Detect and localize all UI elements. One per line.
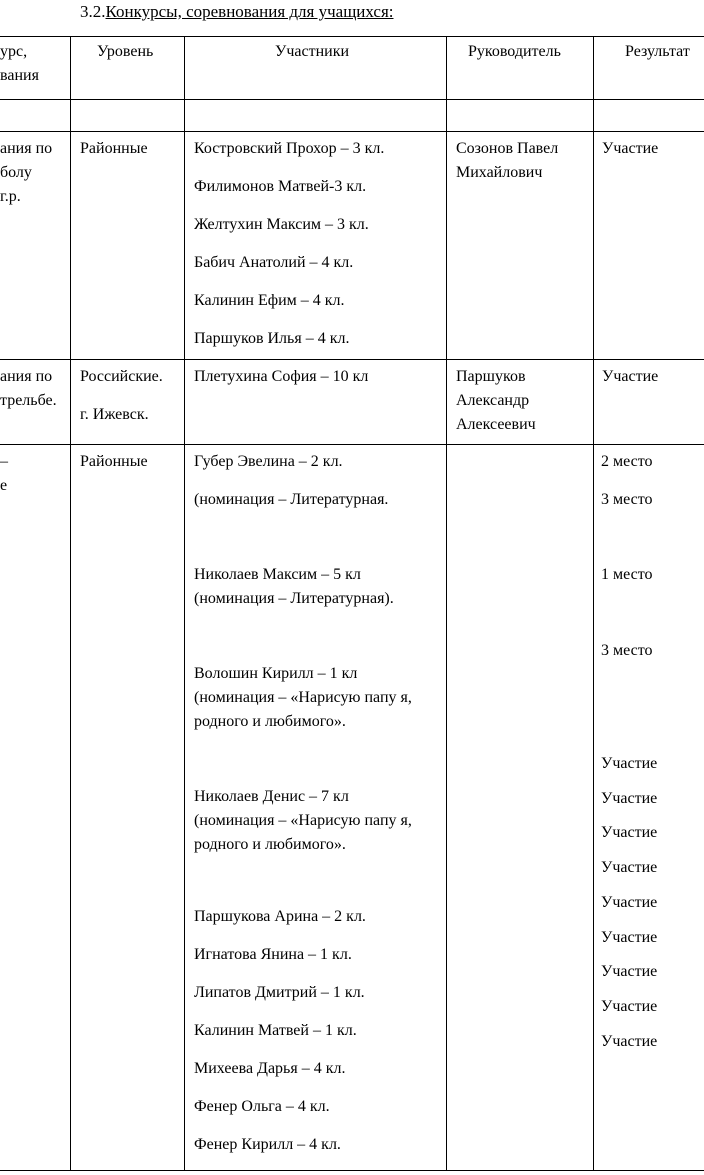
participant: Бабич Анатолий – 4 кл. — [194, 254, 354, 271]
participant: Калинин Ефим – 4 кл. — [194, 292, 345, 309]
row-result: 1 место — [601, 566, 653, 583]
row-level: Российские. — [80, 368, 163, 385]
row-result: Участие — [601, 755, 658, 772]
section-number: 3.2. — [80, 2, 106, 21]
participant: (номинация – «Нарисую папу я, — [194, 812, 412, 829]
row-level: г. Ижевск. — [80, 406, 149, 423]
row-name-line: – — [0, 453, 8, 470]
row-result: Участие — [601, 998, 658, 1015]
participant: Фенер Кирилл – 4 кл. — [194, 1136, 341, 1153]
row-name-line: ания по — [0, 368, 53, 385]
participant: (номинация – Литературная). — [194, 590, 394, 607]
row-result: Участие — [601, 963, 658, 980]
table-border-bottom — [0, 1170, 704, 1171]
participant: Волошин Кирилл – 1 кл — [194, 665, 358, 682]
row-result: Участие — [601, 790, 658, 807]
header-result: Результат — [625, 43, 690, 60]
participant: родного и любимого». — [194, 836, 346, 853]
column-divider — [184, 36, 185, 1171]
header-name-line2: вания — [0, 67, 39, 84]
participant: Плетухина София – 10 кл — [194, 368, 369, 385]
participant: (номинация – Литературная. — [194, 491, 389, 508]
table-divider — [0, 99, 704, 100]
participant: Костровский Прохор – 3 кл. — [194, 140, 385, 157]
row-result: 2 место — [601, 453, 653, 470]
table-divider — [0, 359, 704, 360]
row-result: Участие — [601, 1033, 658, 1050]
row-result: 3 место — [601, 642, 653, 659]
section-heading — [80, 2, 394, 22]
row-level: Районные — [80, 453, 148, 470]
participant: Филимонов Матвей-3 кл. — [194, 178, 367, 195]
row-result: Участие — [601, 859, 658, 876]
participant: родного и любимого». — [194, 713, 346, 730]
participant: Николаев Денис – 7 кл — [194, 788, 349, 805]
row-leader-line: Паршуков — [456, 368, 526, 385]
row-leader-line: Созонов Павел — [456, 140, 559, 157]
row-result: Участие — [601, 894, 658, 911]
row-name-line: е — [0, 477, 8, 494]
column-divider — [593, 36, 594, 1171]
row-leader-line: Михайлович — [456, 164, 543, 181]
row-name-line: болу — [0, 164, 32, 181]
participant: Паршукова Арина – 2 кл. — [194, 908, 366, 925]
participant: Калинин Матвей – 1 кл. — [194, 1022, 357, 1039]
row-name-line: ания по — [0, 140, 53, 157]
table-divider — [0, 131, 704, 132]
row-result: Участие — [601, 824, 658, 841]
row-result: Участие — [601, 929, 658, 946]
participant: Губер Эвелина – 2 кл. — [194, 453, 343, 470]
row-name-line: трельбе. — [0, 392, 57, 409]
header-leader: Руководитель — [468, 43, 561, 60]
column-divider — [446, 36, 447, 1171]
row-result: Участие — [602, 368, 659, 385]
participant: Игнатова Янина – 1 кл. — [194, 946, 352, 963]
row-name-line: г.р. — [0, 188, 21, 205]
participant: Николаев Максим – 5 кл — [194, 566, 361, 583]
participant: Липатов Дмитрий – 1 кл. — [194, 984, 365, 1001]
header-participants: Участники — [275, 43, 350, 60]
participant: Фенер Ольга – 4 кл. — [194, 1098, 330, 1115]
header-level: Уровень — [97, 43, 154, 60]
header-name-line1: урс, — [0, 43, 28, 60]
participant: Михеева Дарья – 4 кл. — [194, 1060, 346, 1077]
table-divider — [0, 444, 704, 445]
row-result: 3 место — [601, 491, 653, 508]
participant: (номинация – «Нарисую папу я, — [194, 689, 412, 706]
section-title: Конкурсы, соревнования для учащихся: — [105, 2, 394, 21]
participant: Паршуков Илья – 4 кл. — [194, 330, 350, 347]
table-border-top — [0, 36, 704, 37]
participant: Желтухин Максим – 3 кл. — [194, 216, 369, 233]
row-leader-line: Алексеевич — [456, 416, 536, 433]
row-result: Участие — [602, 140, 659, 157]
column-divider — [70, 36, 71, 1171]
row-level: Районные — [80, 140, 148, 157]
row-leader-line: Александр — [456, 392, 530, 409]
